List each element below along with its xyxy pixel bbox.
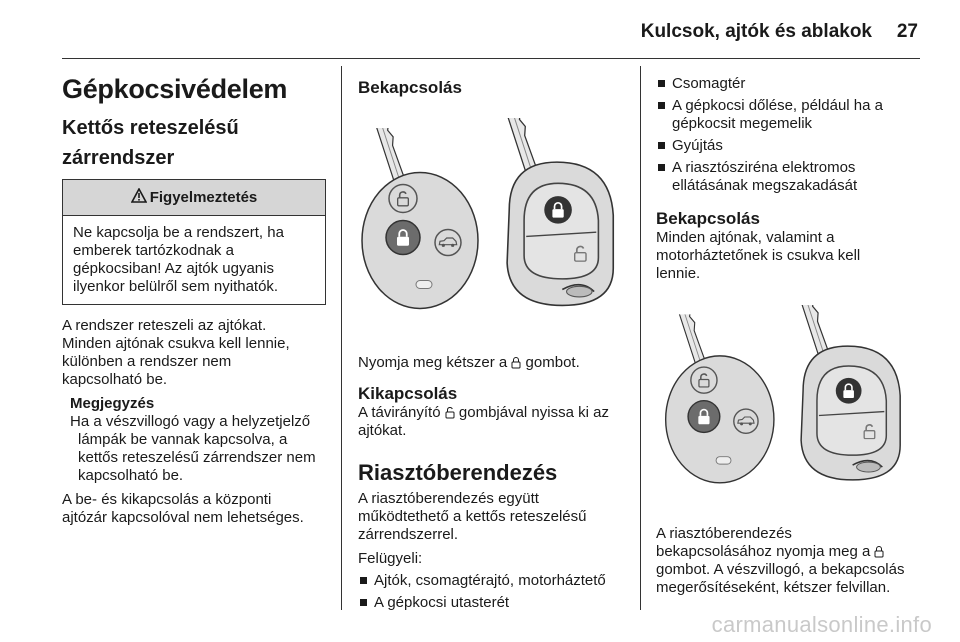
unlock-icon (445, 406, 455, 419)
warning-line: gépkocsiban! Az ajtók ugyanis (73, 260, 274, 277)
alarm-on-line: lennie. (656, 265, 701, 282)
alarm-on-line: motorháztetőnek is csukva kell (656, 247, 861, 264)
warning-body (63, 216, 325, 304)
list-item: A gépkocsi dőlése, például ha a gépkocsit megemelik (656, 97, 924, 133)
column-3 (656, 75, 924, 597)
paragraph-line: különben a rendszer nem (62, 353, 232, 370)
paragraph-line: ajtózár kapcsolóval nem lehetséges. (62, 509, 304, 526)
alarm-on-heading: Bekapcsolás (656, 209, 760, 228)
riaszto-heading: Riasztóberendezés (358, 460, 558, 485)
bullet-icon (658, 164, 665, 171)
watermark: carmanualsonline.info (711, 612, 932, 637)
chapter-title: Kulcsok, ajtók és ablakok (640, 21, 872, 42)
column-divider-1 (341, 66, 342, 610)
note-line: kettős reteszelésű zárrendszer nem (78, 449, 316, 466)
subsection-title-line-2: zárrendszer (62, 147, 175, 169)
column-divider-2 (640, 66, 641, 610)
list-item: Csomagtér (656, 75, 924, 93)
list-item: Ajtók, csomagtérajtó, motorháztető (358, 572, 628, 590)
lock-icon (511, 356, 521, 369)
bullet-icon (658, 102, 665, 109)
kikapcsolas-heading: Kikapcsolás (358, 384, 458, 403)
bullet-icon (658, 142, 665, 149)
subsection-title (62, 113, 326, 173)
bullet-icon (360, 599, 367, 606)
monitor-list (358, 572, 628, 612)
page-number: 27 (896, 21, 918, 42)
paragraph-line: Minden ajtónak csukva kell lennie, (62, 335, 290, 352)
header-rule (62, 58, 920, 59)
paragraph-line: A rendszer reteszeli az ajtókat. (62, 317, 267, 334)
alarm-line: zárrendszerrel. (358, 526, 459, 543)
caption-line: A riasztóberendezés (656, 525, 792, 542)
warning-header (63, 180, 325, 216)
list-item: Gyújtás (656, 137, 924, 155)
warning-title: Figyelmeztetés (149, 188, 258, 206)
warning-box (62, 179, 326, 305)
warning-line: Ne kapcsolja be a rendszert, ha (73, 224, 284, 241)
note-line: kapcsolható be. (78, 467, 184, 484)
list-item: A gépkocsi utasterét (358, 594, 628, 612)
monitors-label: Felügyeli: (358, 550, 423, 567)
paragraph-line: A be- és kikapcsolás a központi (62, 491, 272, 508)
caption-line: bekapcsolásához nyomja meg a (656, 543, 924, 561)
press-instruction: Nyomja meg kétszer a gombot. (358, 354, 580, 371)
warning-triangle-icon (131, 188, 147, 208)
alarm-line: A riasztóberendezés együtt (358, 490, 539, 507)
warning-line: emberek tartózkodnak a (73, 242, 234, 259)
section-title: Gépkocsivédelem (62, 74, 288, 104)
column-2 (358, 78, 628, 612)
caption-line: gombot. A vészvillogó, a bekapcsolás (656, 561, 905, 578)
monitor-list-continued (656, 75, 924, 195)
column-1 (62, 74, 326, 527)
key-fob-illustration-alarm (656, 305, 918, 501)
bullet-icon (360, 577, 367, 584)
key-fob-illustration (358, 118, 626, 328)
list-item: A riasztósziréna elektromos ellátásának megszakadását (656, 159, 924, 195)
page-header (62, 18, 918, 46)
off-instruction-line-2: ajtókat. (358, 422, 407, 439)
off-instruction: A távirányító gombjával nyissa ki az (358, 404, 609, 421)
paragraph-line: kapcsolható be. (62, 371, 168, 388)
note-block (70, 395, 326, 485)
warning-line: ilyenkor belülről sem nyithatók. (73, 278, 279, 295)
note-title: Megjegyzés (70, 395, 155, 412)
subsection-title-line-1: Kettős reteszelésű (62, 117, 239, 139)
note-line: lámpák be vannak kapcsolva, a (78, 431, 288, 448)
alarm-on-line: Minden ajtónak, valamint a (656, 229, 835, 246)
bullet-icon (658, 80, 665, 87)
bekapcsolas-heading: Bekapcsolás (358, 78, 462, 97)
note-line: Ha a vészvillogó vagy a helyzetjelző (70, 413, 311, 430)
caption-line: megerősítéseként, kétszer felvillan. (656, 579, 891, 596)
lock-icon (874, 545, 884, 558)
alarm-line: működtethető a kettős reteszelésű (358, 508, 587, 525)
